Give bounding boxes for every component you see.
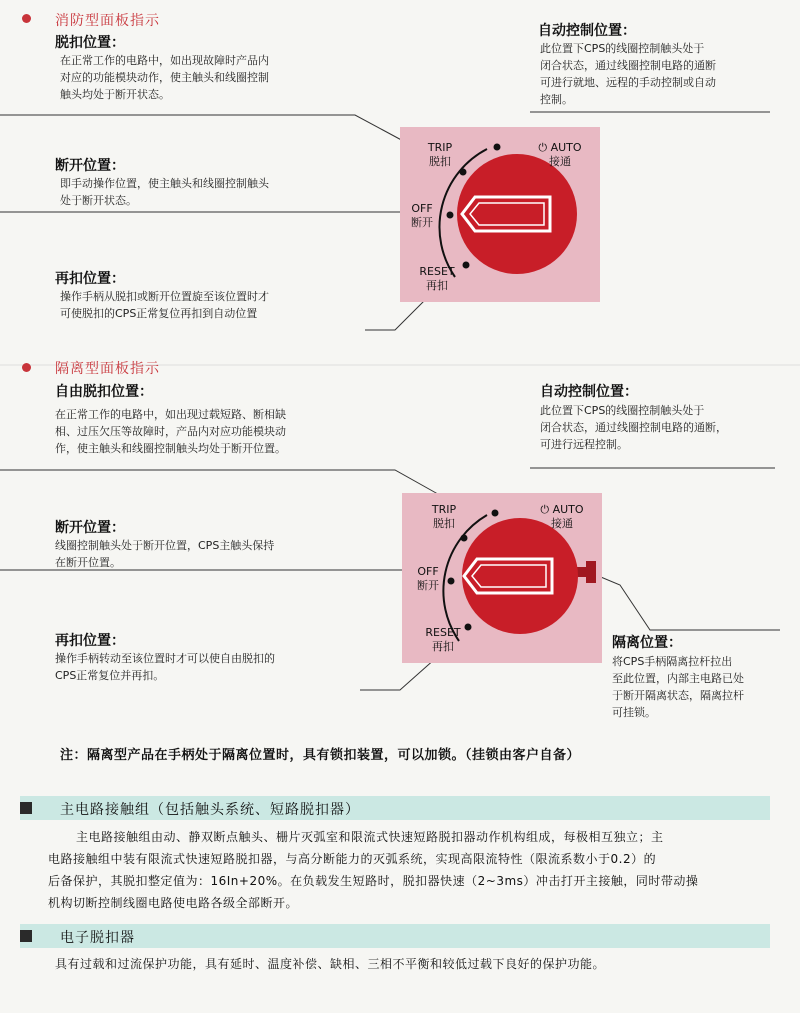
fire-panel xyxy=(400,127,600,302)
iso-trip-label: TRIP 脱扣 xyxy=(431,503,457,530)
section-marker xyxy=(20,802,32,814)
rotary-knob[interactable] xyxy=(462,518,578,634)
iso-trip-text: 在正常工作的电路中，如出现过载短路、断相缺 相、过压欠压等故障时，产品内对应功能模块动 作，使主触头和线圈控制触头均处于断开位置。 xyxy=(55,408,286,455)
main-contact-bar xyxy=(20,796,770,820)
iso-reset-label: RESET 再扣 xyxy=(425,626,461,653)
fire-off-text: 即手动操作位置，使主触头和线圈控制触头 处于断开状态。 xyxy=(60,177,269,207)
iso-auto-heading: 自动控制位置： xyxy=(540,384,638,400)
lock-note: 注：隔离型产品在手柄处于隔离位置时，具有锁扣装置，可以加锁。（挂锁由客户自备） xyxy=(60,748,581,763)
electronic-bar xyxy=(20,924,770,948)
fire-auto-text: 此位置下CPS的线圈控制触头处于 闭合状态，通过线圈控制电路的通断 可进行就地、远程的手动控制或自动 控制。 xyxy=(540,42,716,106)
iso-isolate-text: 将CPS手柄隔离拉杆拉出 至此位置，内部主电路已处 于断开隔离状态，隔离拉杆 可挂锁。 xyxy=(612,655,744,719)
main-contact-title: 主电路接触组（包括触头系统、短路脱扣器） xyxy=(60,802,360,818)
fire-reset-label: RESET 再扣 xyxy=(419,265,455,292)
iso-reset-heading: 再扣位置： xyxy=(55,633,125,649)
iso-auto-label: ⏻ AUTO 接通 xyxy=(540,503,584,530)
iso-trip-heading: 自由脱扣位置： xyxy=(55,384,153,400)
iso-off-heading: 断开位置： xyxy=(55,520,125,536)
section-bullet xyxy=(22,14,31,23)
fire-trip-text: 在正常工作的电路中，如出现故障时产品内 对应的功能模块动作，使主触头和线圈控制 触头均处于断开状态。 xyxy=(60,54,269,101)
power-icon: ⏻ xyxy=(540,503,550,516)
fire-auto-heading: 自动控制位置： xyxy=(538,23,636,39)
fire-auto-label: ⏻ AUTO 接通 xyxy=(538,141,582,168)
main-contact-text: 主电路接触组由动、静双断点触头、栅片灭弧室和限流式快速短路脱扣器动作机构组成，每极相互独立；主 电路接触组中装有限流式快速短路脱扣器，与高分断能力的灭弧系统，实现高限流特性（限流系数小于0.2）的 后备保护，其脱扣整定值为：16In+20%。在负载发生短路时，脱扣器快速（2~3ms）冲击打开主接触，同时带动操 机构切断控制线圈电路使电路各级全部断开。 xyxy=(48,830,699,910)
section-marker xyxy=(20,930,32,942)
electronic-title: 电子脱扣器 xyxy=(60,930,135,946)
iso-auto-text: 此位置下CPS的线圈控制触头处于 闭合状态，通过线圈控制电路的通断， 可进行远程控制。 xyxy=(540,404,727,451)
fire-section-title: 消防型面板指示 xyxy=(55,13,160,29)
fire-reset-heading: 再扣位置： xyxy=(55,271,125,287)
electronic-text: 具有过载和过流保护功能，具有延时、温度补偿、缺相、三相不平衡和较低过载下良好的保护功能。 xyxy=(55,957,606,971)
iso-off-label: OFF 断开 xyxy=(417,565,439,592)
iso-isolate-heading: 隔离位置： xyxy=(612,635,682,651)
section-bullet xyxy=(22,363,31,372)
iso-section-title: 隔离型面板指示 xyxy=(55,361,160,377)
fire-trip-heading: 脱扣位置： xyxy=(55,35,125,51)
fire-off-label: OFF 断开 xyxy=(411,202,433,229)
iso-off-text: 线圈控制触头处于断开位置，CPS主触头保持 在断开位置。 xyxy=(55,539,275,569)
iso-reset-text: 操作手柄转动至该位置时才可以使自由脱扣的 CPS正常复位并再扣。 xyxy=(55,652,275,682)
fire-off-heading: 断开位置： xyxy=(55,158,125,174)
fire-trip-label: TRIP 脱扣 xyxy=(427,141,453,168)
rotary-knob[interactable] xyxy=(457,154,577,274)
iso-panel xyxy=(402,493,602,663)
power-icon: ⏻ xyxy=(538,141,548,154)
fire-reset-text: 操作手柄从脱扣或断开位置旋至该位置时才 可使脱扣的CPS正常复位再扣到自动位置 xyxy=(60,290,269,320)
